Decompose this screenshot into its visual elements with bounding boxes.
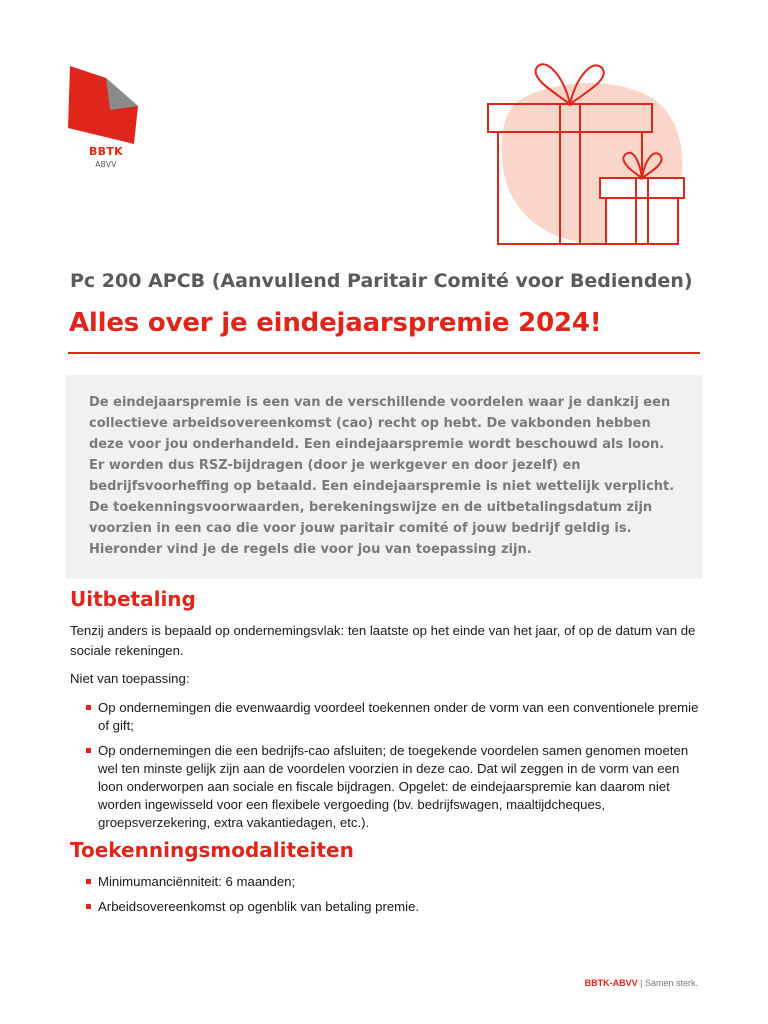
intro-text: De eindejaarspremie is een van de verschillende voordelen waar je dankzij een collectieve arbeidsovereenkomst (cao) recht op hebt. De vakbonden hebben deze voor jou onderhandeld. Een eindejaarspremie wordt beschouwd als loon. Er worden dus RSZ-bijdragen (door je werkgever en door jezelf) en bedrijfsvoorheffing op betaald. Een eindejaarspremie is niet wettelijk verplicht. De toekenningsvoorwaarden, berekeningswijze en de uitbetalingsdatum zijn voorzien in een cao die voor jouw paritair comité of jouw bedrijf geldig is. Hieronder vind je de regels die voor jou van toepassing zijn.: [89, 395, 675, 557]
title-divider: [68, 352, 700, 354]
page-subtitle: Pc 200 APCB (Aanvullend Paritair Comité voor Bedienden): [70, 270, 693, 292]
list-item: Arbeidsovereenkomst op ogenblik van betaling premie.: [70, 898, 702, 916]
footer-brand: BBTK-ABVV: [584, 978, 638, 988]
bbtk-logo: [68, 64, 144, 144]
footer-slogan: Samen sterk.: [644, 978, 698, 988]
niet-van-toepassing-label: Niet van toepassing:: [70, 671, 190, 686]
footer-separator: |: [637, 978, 645, 988]
section-heading-toekenningsmodaliteiten: Toekenningsmodaliteiten: [70, 838, 354, 862]
toekenning-list: [70, 873, 702, 916]
bullet-square-icon: [86, 705, 91, 710]
intro-box: [66, 375, 702, 579]
gift-illustration: [480, 60, 700, 255]
section-heading-uitbetaling: Uitbetaling: [70, 587, 196, 611]
bullet-square-icon: [86, 879, 91, 884]
bullet-square-icon: [86, 904, 91, 909]
logo-subtitle: ABVV: [95, 160, 117, 169]
list-item: Op ondernemingen die een bedrijfs-cao afsluiten; de toegekende voordelen samen genomen moeten wel ten minste gelijk zijn aan de voordelen voorzien in deze cao. Dat wil zeggen in de vorm van een loon onderworpen aan sociale en fiscale bijdragen. Opgelet: de eindejaarspremie kan daarom niet worden ingewisseld voor een flexibele vergoeding (bv. bedrijfswagen, maaltijdcheques, groepsverzekering, extra vakantiedagen, etc.).: [70, 742, 702, 832]
bbtk-logo-icon: [68, 64, 144, 144]
uitbetaling-list: [70, 699, 702, 832]
bullet-square-icon: [86, 748, 91, 753]
page-footer: [585, 978, 698, 988]
uitbetaling-paragraph: Tenzij anders is bepaald op ondernemingsvlak: ten laatste op het einde van het jaar, of op de datum van de sociale rekeningen.: [70, 623, 696, 658]
list-item: Minimumanciënniteit: 6 maanden;: [70, 873, 702, 891]
page-title: Alles over je eindejaarspremie 2024!: [69, 308, 602, 338]
logo-name: BBTK: [89, 145, 123, 158]
list-item: Op ondernemingen die evenwaardig voordeel toekennen onder de vorm van een conventionele premie of gift;: [70, 699, 702, 735]
